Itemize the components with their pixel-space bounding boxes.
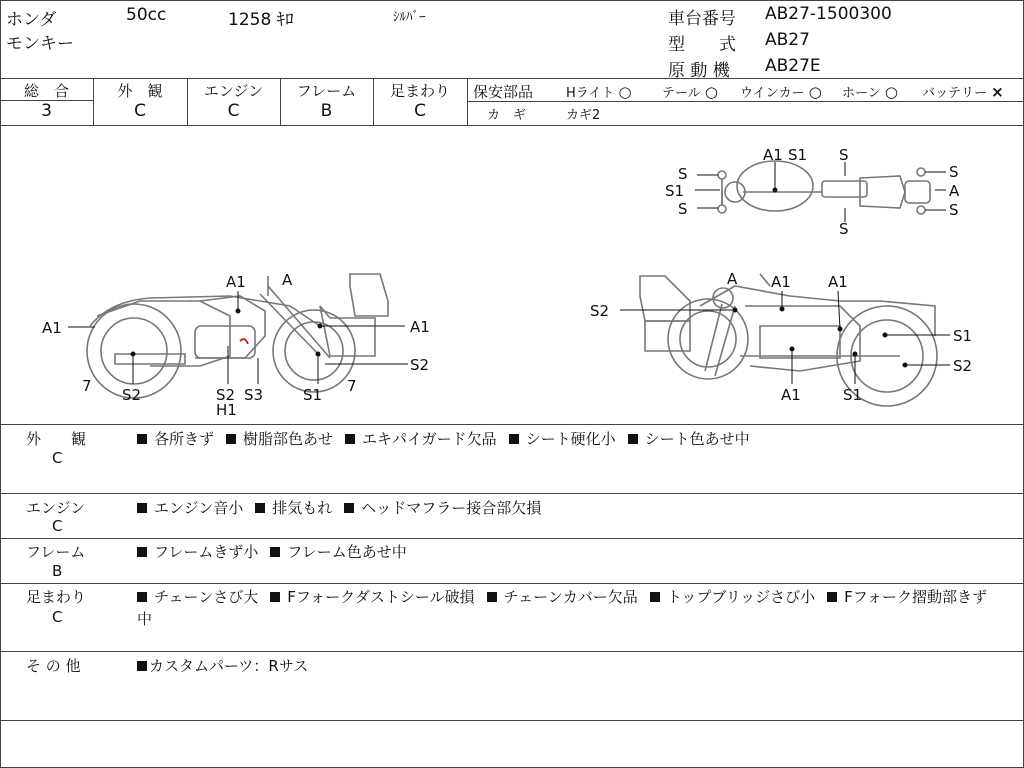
- diagram-label: S2: [953, 357, 973, 375]
- damage-diagram: [0, 126, 1023, 424]
- diagram-label: S2: [590, 302, 610, 320]
- section-suspension-label: 足まわり: [26, 588, 87, 606]
- frame-number-label: 車台番号: [668, 9, 736, 29]
- grade-frame-label: フレーム: [296, 82, 357, 100]
- comment-item: エンジン音小: [137, 499, 243, 517]
- section-other-comments: [137, 655, 320, 676]
- diagram-label: S2: [216, 386, 236, 404]
- grade-engine-label: エンジン: [203, 82, 264, 100]
- key-label: カ ギ: [487, 108, 527, 123]
- diagram-label: S1: [665, 182, 685, 200]
- section-engine-grade: C: [52, 517, 63, 535]
- comment-item: Fフォークダストシール破損: [270, 588, 474, 606]
- comment-item: チェーンさび大: [137, 588, 258, 606]
- diagram-label: 7: [82, 377, 92, 395]
- divider: [0, 78, 1023, 79]
- section-suspension-comments: [137, 586, 1007, 630]
- grade-exterior-label: 外 観: [117, 82, 163, 100]
- safety-headlight: Hライト ○: [566, 83, 632, 101]
- divider: [467, 78, 468, 125]
- divider: [0, 493, 1023, 494]
- displacement: 50cc: [126, 5, 167, 25]
- model-name: モンキー: [6, 34, 74, 54]
- comment-item: カスタムパーツ：Rサス: [137, 657, 308, 675]
- grade-exterior-value: C: [134, 101, 146, 121]
- diagram-label: S: [678, 200, 688, 218]
- diagram-label: A: [727, 270, 738, 288]
- divider: [0, 720, 1023, 721]
- diagram-label: H1: [216, 401, 237, 419]
- diagram-label: 7: [347, 377, 357, 395]
- section-frame-comments: [137, 541, 419, 562]
- type-label: 型 式: [668, 35, 736, 55]
- diagram-label: S: [949, 163, 959, 181]
- diagram-label: S3: [244, 386, 264, 404]
- type-value: AB27: [765, 30, 810, 50]
- divider: [467, 101, 1023, 102]
- grade-frame-value: B: [320, 101, 333, 121]
- comment-item: Fフォーク摺動部きず中: [137, 588, 988, 628]
- divider: [0, 424, 1023, 425]
- divider: [0, 538, 1023, 539]
- diagram-label: A1: [42, 319, 62, 337]
- key-value: カギ2: [566, 108, 601, 123]
- section-frame-grade: B: [52, 562, 63, 580]
- section-exterior-label: 外 観: [26, 430, 87, 448]
- section-suspension-grade: C: [52, 608, 63, 626]
- diagram-label: A1: [763, 146, 783, 164]
- diagram-label: S: [949, 201, 959, 219]
- comment-item: シート硬化小: [509, 430, 616, 448]
- mileage: 1258 ｷﾛ: [228, 10, 294, 30]
- comment-item: エキパイガード欠品: [345, 430, 497, 448]
- comment-item: シート色あせ中: [628, 430, 750, 448]
- diagram-label: S: [839, 146, 849, 164]
- diagram-label: S1: [953, 327, 973, 345]
- safety-parts-label: 保安部品: [473, 83, 534, 101]
- diagram-label: A: [949, 182, 960, 200]
- diagram-label: S2: [410, 356, 430, 374]
- comment-item: 樹脂部色あせ: [226, 430, 333, 448]
- diagram-label: A1: [410, 318, 430, 336]
- divider: [0, 651, 1023, 652]
- grade-engine-value: C: [227, 101, 240, 121]
- maker: ホンダ: [6, 10, 57, 30]
- section-other-label: そ の 他: [26, 657, 81, 675]
- grade-suspension-label: 足まわり: [389, 82, 450, 100]
- bike-top-view: [718, 161, 930, 214]
- grade-total-label: 総 合: [23, 82, 69, 100]
- divider: [0, 583, 1023, 584]
- safety-tail: テール ○: [662, 83, 718, 101]
- section-engine-label: エンジン: [26, 499, 86, 517]
- section-exterior-grade: C: [52, 449, 63, 467]
- diagram-label: S1: [303, 386, 323, 404]
- comment-item: フレームきず小: [137, 543, 258, 561]
- safety-battery: バッテリー ×: [922, 83, 1004, 101]
- section-exterior-comments: [137, 428, 762, 449]
- safety-winker: ウインカー ○: [740, 83, 822, 101]
- engine-label: 原 動 機: [668, 61, 730, 81]
- comment-item: トップブリッジさび小: [650, 588, 815, 606]
- engine-value: AB27E: [765, 56, 821, 76]
- diagram-label: S1: [843, 386, 863, 404]
- color: ｼﾙﾊﾞｰ: [393, 10, 426, 25]
- diagram-label: S: [839, 220, 849, 238]
- diagram-label: S2: [122, 386, 142, 404]
- diagram-label: A: [282, 271, 293, 289]
- diagram-label: A1: [828, 273, 848, 291]
- comment-item: チェーンカバー欠品: [487, 588, 638, 606]
- diagram-label: A1: [781, 386, 801, 404]
- diagram-label: A1: [771, 273, 791, 291]
- comment-item: ヘッドマフラー接合部欠損: [344, 499, 541, 517]
- comment-item: 各所きず: [137, 430, 214, 448]
- diagram-label: S: [678, 165, 688, 183]
- section-engine-comments: [137, 497, 553, 518]
- grade-total-value: 3: [41, 101, 52, 121]
- section-frame-label: フレーム: [26, 543, 86, 561]
- frame-number: AB27-1500300: [765, 4, 892, 24]
- comment-item: フレーム色あせ中: [270, 543, 406, 561]
- comment-item: 排気もれ: [255, 499, 332, 517]
- grade-suspension-value: C: [414, 101, 426, 121]
- diagram-label: A1: [226, 273, 246, 291]
- safety-horn: ホーン ○: [842, 83, 898, 101]
- diagram-label: S1: [788, 146, 808, 164]
